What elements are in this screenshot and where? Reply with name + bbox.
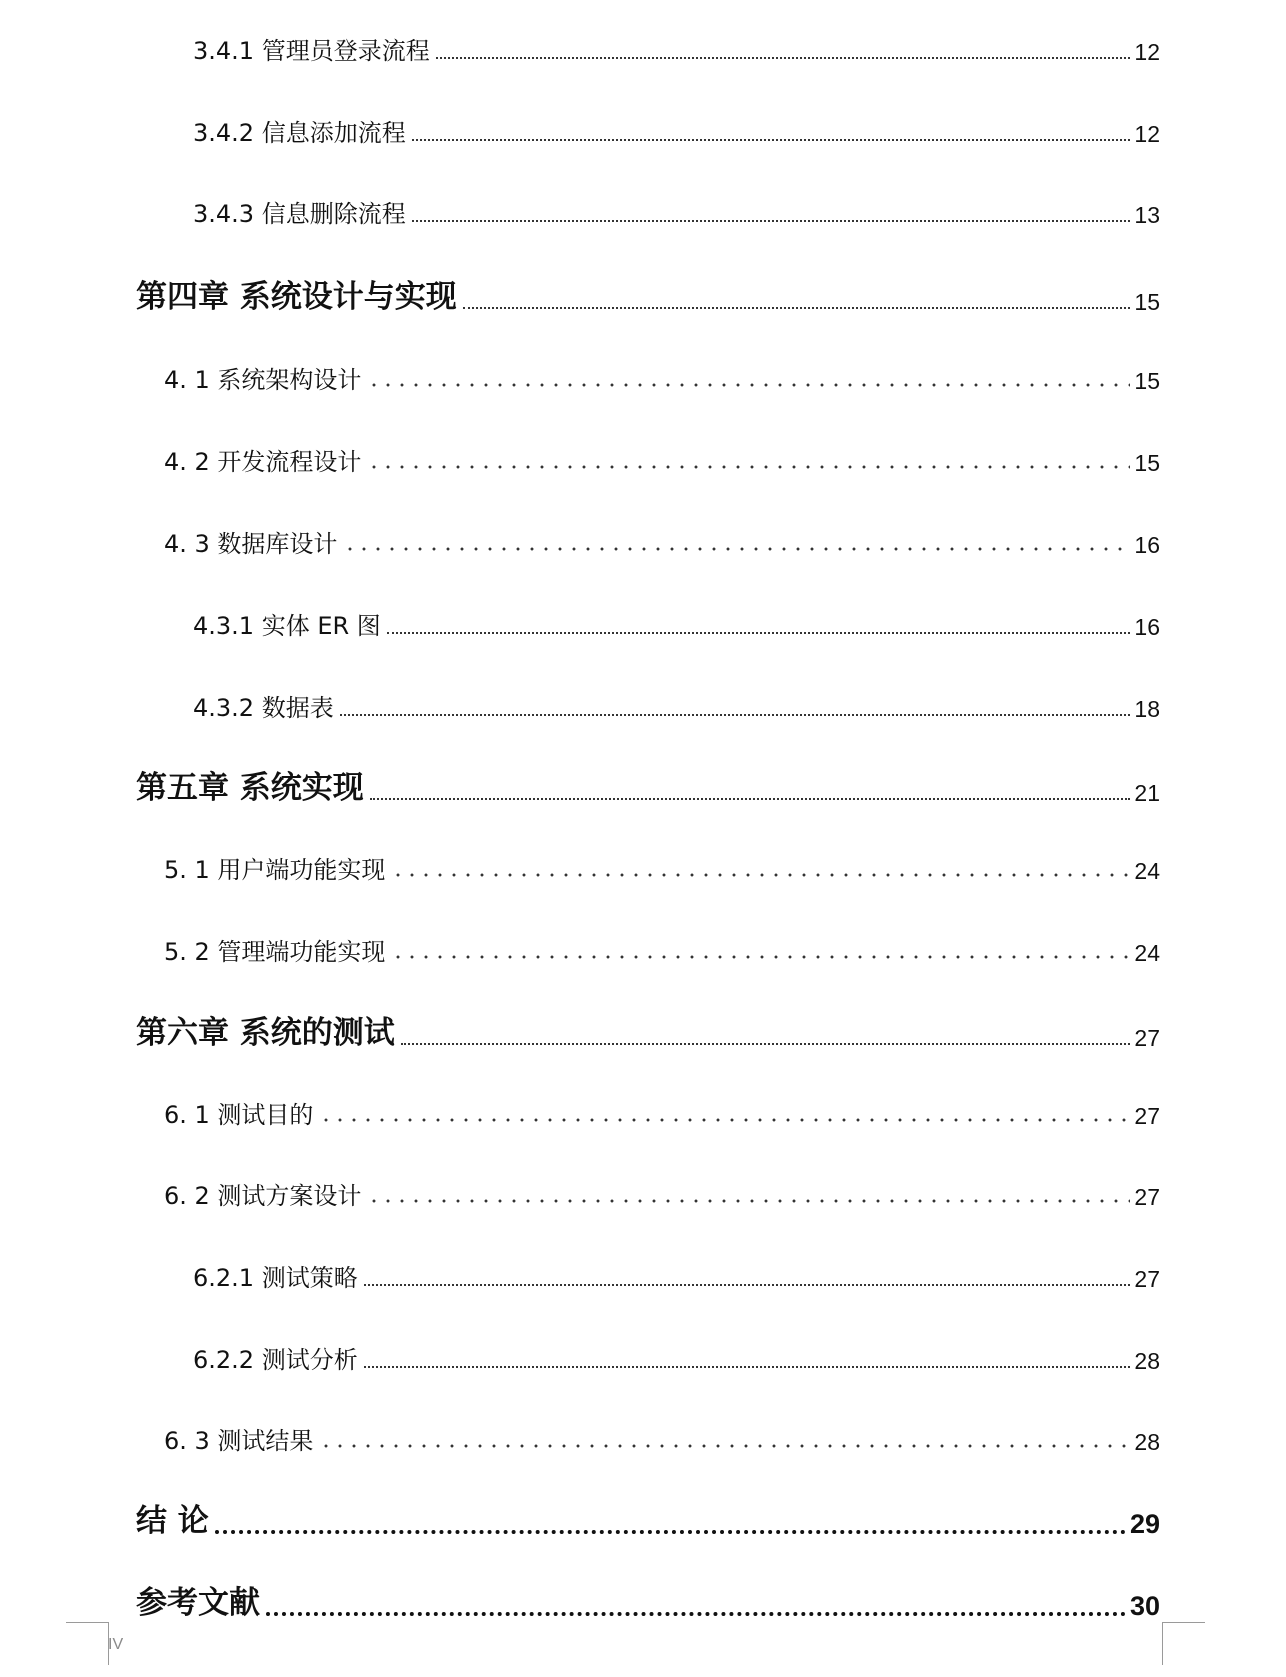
toc-entry-title: 4.3.1 实体 ER 图 <box>193 612 381 640</box>
toc-entry-title: 4. 2 开发流程设计 <box>164 448 362 476</box>
toc-entry[interactable] <box>193 1253 1160 1293</box>
toc-entry[interactable] <box>193 683 1160 723</box>
toc-dot-leader <box>412 139 1131 141</box>
toc-entry-title: 5. 1 用户端功能实现 <box>164 856 386 884</box>
toc-dot-leader <box>367 383 1130 387</box>
toc-entry[interactable] <box>164 437 1160 477</box>
toc-entry[interactable] <box>193 189 1160 229</box>
toc-page-number: 12 <box>1134 121 1160 147</box>
toc-entry[interactable] <box>164 355 1160 395</box>
toc-dot-leader <box>364 1366 1131 1368</box>
toc-dot-leader <box>340 714 1131 716</box>
toc-entry[interactable] <box>164 519 1160 559</box>
toc-dot-leader <box>436 57 1131 59</box>
toc-entry[interactable] <box>164 1171 1160 1211</box>
toc-dot-leader <box>412 220 1131 222</box>
toc-entry-conclusion[interactable] <box>136 1494 1160 1540</box>
toc-page-number: 24 <box>1134 858 1160 884</box>
toc-entry[interactable] <box>193 1335 1160 1375</box>
toc-page-number: 16 <box>1134 532 1160 558</box>
toc-entry-title: 6. 1 测试目的 <box>164 1101 314 1129</box>
toc-entry[interactable] <box>164 1090 1160 1130</box>
toc-page-number: 27 <box>1134 1266 1160 1292</box>
toc-entry-title: 5. 2 管理端功能实现 <box>164 938 386 966</box>
toc-page-number: 30 <box>1129 1591 1160 1621</box>
toc-dot-leader <box>463 307 1131 309</box>
toc-entry-title: 4.3.2 数据表 <box>193 694 334 722</box>
toc-page-number: 15 <box>1134 450 1160 476</box>
toc-page-number: 21 <box>1134 780 1160 806</box>
toc-page-number: 15 <box>1134 368 1160 394</box>
toc-dot-leader <box>387 632 1131 634</box>
toc-page-number: 28 <box>1134 1348 1160 1374</box>
toc-dot-leader <box>266 1612 1126 1616</box>
toc-page-number: 12 <box>1134 39 1160 65</box>
toc-page-number: 13 <box>1134 202 1160 228</box>
toc-dot-leader <box>319 1118 1130 1122</box>
toc-entry-title: 3.4.2 信息添加流程 <box>193 119 406 147</box>
toc-entry-title: 4. 1 系统架构设计 <box>164 366 362 394</box>
toc-entry-title: 6.2.2 测试分析 <box>193 1346 358 1374</box>
toc-entry-title: 6. 3 测试结果 <box>164 1427 314 1455</box>
toc-dot-leader <box>343 547 1130 551</box>
toc-dot-leader <box>364 1284 1131 1286</box>
toc-dot-leader <box>319 1444 1130 1448</box>
toc-dot-leader <box>370 798 1131 800</box>
toc-entry-title: 3.4.3 信息删除流程 <box>193 200 406 228</box>
toc-entry-title: 4. 3 数据库设计 <box>164 530 338 558</box>
toc-page-number: 15 <box>1134 289 1160 315</box>
toc-dot-leader <box>401 1043 1131 1045</box>
toc-page-number: 28 <box>1134 1429 1160 1455</box>
toc-entry-title: 3.4.1 管理员登录流程 <box>193 37 430 65</box>
toc-entry-chapter[interactable] <box>136 270 1160 316</box>
toc-entry-title: 第六章 系统的测试 <box>136 1015 395 1051</box>
toc-entry[interactable] <box>164 845 1160 885</box>
toc-dot-leader <box>367 1199 1130 1203</box>
toc-entry-title: 第五章 系统实现 <box>136 770 364 806</box>
toc-page-number: 29 <box>1129 1509 1160 1539</box>
toc-entry-title: 结 论 <box>136 1503 209 1539</box>
toc-page-number: 27 <box>1134 1103 1160 1129</box>
toc-page-number: 27 <box>1134 1025 1160 1051</box>
toc-entry-title: 参考文献 <box>136 1585 260 1621</box>
toc-entry-references[interactable] <box>136 1576 1160 1622</box>
page-corner-mark-right <box>1162 1622 1205 1665</box>
toc-dot-leader <box>367 465 1130 469</box>
toc-entry[interactable] <box>193 108 1160 148</box>
toc-page-number: 16 <box>1134 614 1160 640</box>
toc-entry[interactable] <box>193 26 1160 66</box>
toc-entry-title: 6. 2 测试方案设计 <box>164 1182 362 1210</box>
toc-entry-chapter[interactable] <box>136 1006 1160 1052</box>
toc-entry[interactable] <box>164 1416 1160 1456</box>
toc-dot-leader <box>391 873 1130 877</box>
toc-entry-title: 6.2.1 测试策略 <box>193 1264 358 1292</box>
toc-page-number: 18 <box>1134 696 1160 722</box>
toc-page-number: 24 <box>1134 940 1160 966</box>
toc-entry[interactable] <box>164 927 1160 967</box>
page-corner-mark-left <box>66 1622 109 1665</box>
toc-entry-chapter[interactable] <box>136 761 1160 807</box>
toc-entry-title: 第四章 系统设计与实现 <box>136 279 457 315</box>
toc-dot-leader <box>215 1530 1126 1534</box>
toc-dot-leader <box>391 955 1130 959</box>
toc-page-number: 27 <box>1134 1184 1160 1210</box>
toc-entry[interactable] <box>193 601 1160 641</box>
page-number-footer: IV <box>108 1636 124 1653</box>
